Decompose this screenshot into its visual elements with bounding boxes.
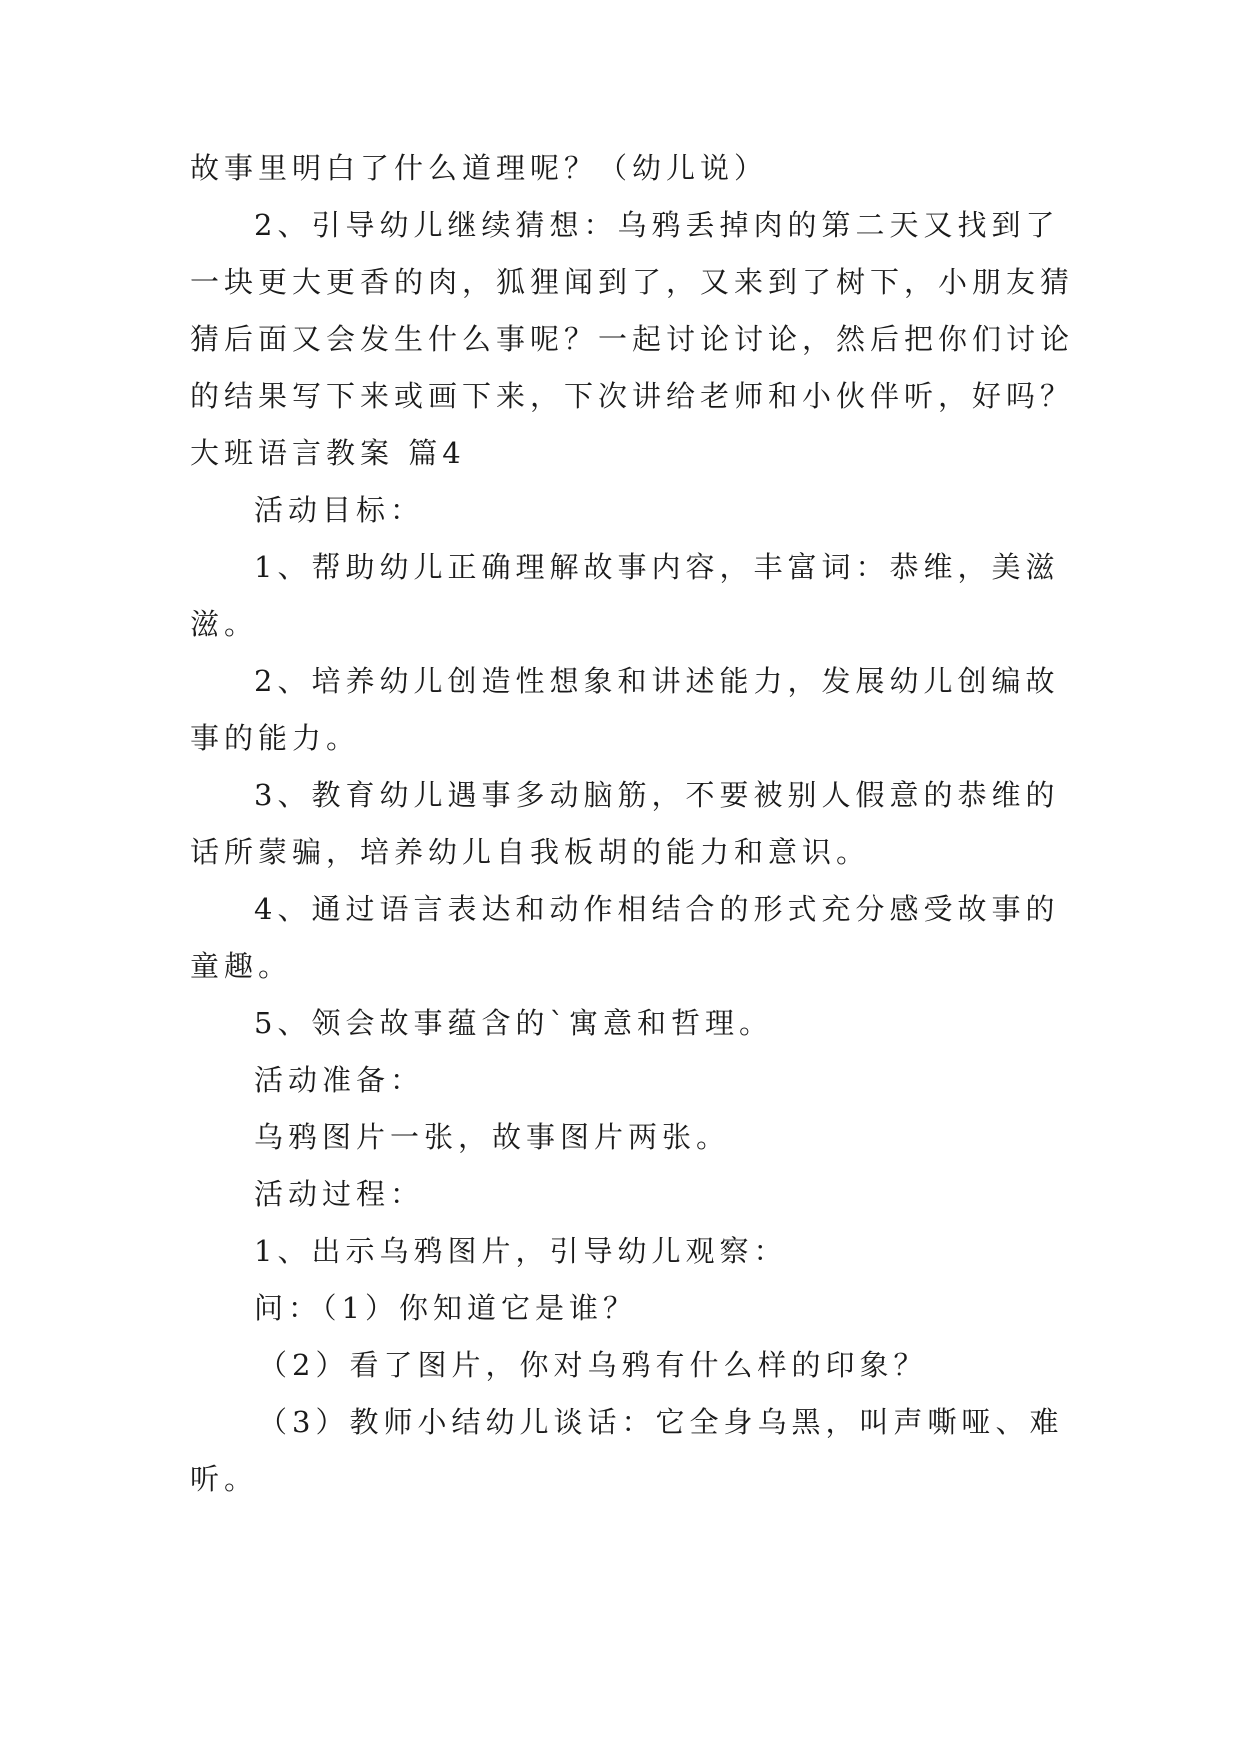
paragraph-line: 2、引导幼儿继续猜想：乌鸦丢掉肉的第二天又找到了 xyxy=(254,208,1060,242)
paragraph-line: 活动过程： xyxy=(254,1177,425,1211)
paragraph-line: 4、通过语言表达和动作相结合的形式充分感受故事的 xyxy=(254,892,1060,926)
paragraph-line: 一块更大更香的肉，狐狸闻到了，又来到了树下，小朋友猜 xyxy=(190,265,1075,299)
paragraph-line: 的结果写下来或画下来，下次讲给老师和小伙伴听，好吗？ xyxy=(190,379,1075,413)
paragraph-line: 3、教育幼儿遇事多动脑筋，不要被别人假意的恭维的 xyxy=(254,778,1060,812)
section-heading: 大班语言教案 篇4 xyxy=(190,436,466,470)
paragraph-line: 1、出示乌鸦图片，引导幼儿观察： xyxy=(254,1234,788,1268)
paragraph-line: 话所蒙骗，培养幼儿自我板胡的能力和意识。 xyxy=(190,835,871,869)
paragraph-line: 滋。 xyxy=(190,607,259,641)
paragraph-line: 2、培养幼儿创造性想象和讲述能力，发展幼儿创编故 xyxy=(254,664,1060,698)
paragraph-line: 活动准备： xyxy=(254,1063,425,1097)
paragraph-line: 故事里明白了什么道理呢？（幼儿说） xyxy=(190,151,769,185)
paragraph-line: （2）看了图片，你对乌鸦有什么样的印象？ xyxy=(258,1348,928,1382)
paragraph-line: 乌鸦图片一张，故事图片两张。 xyxy=(254,1120,731,1154)
paragraph-line: 1、帮助幼儿正确理解故事内容，丰富词：恭维，美滋 xyxy=(254,550,1060,584)
paragraph-line: 听。 xyxy=(190,1462,259,1496)
paragraph-line: 5、领会故事蕴含的`寓意和哲理。 xyxy=(254,1006,773,1040)
paragraph-line: 事的能力。 xyxy=(190,721,361,755)
paragraph-line: （3）教师小结幼儿谈话：它全身乌黑，叫声嘶哑、难 xyxy=(258,1405,1064,1439)
paragraph-line: 活动目标： xyxy=(254,493,425,527)
paragraph-line: 童趣。 xyxy=(190,949,293,983)
paragraph-line: 问：（1）你知道它是谁？ xyxy=(254,1291,637,1325)
paragraph-line: 猜后面又会发生什么事呢？一起讨论讨论，然后把你们讨论 xyxy=(190,322,1075,356)
